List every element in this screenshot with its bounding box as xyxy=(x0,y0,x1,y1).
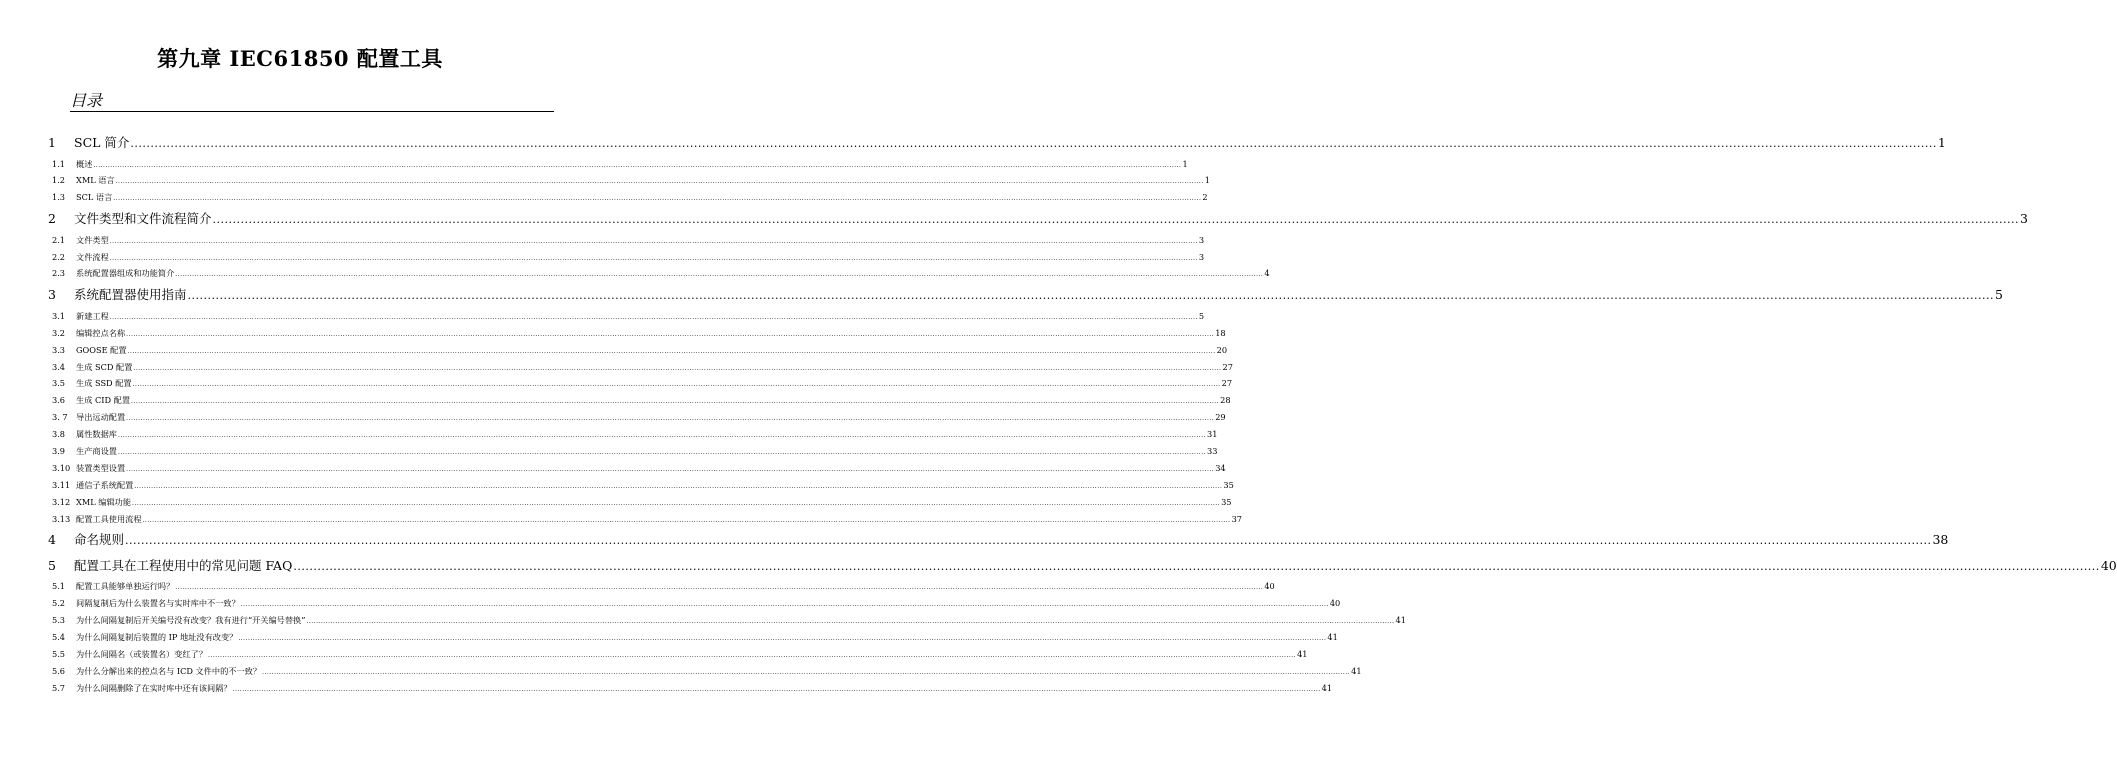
toc-section-entry[interactable] xyxy=(48,494,1232,511)
toc-entry-title: XML 语言 xyxy=(76,175,115,186)
toc-entry-title: 系统配置器使用指南 xyxy=(74,287,187,303)
toc-page-number: 1 xyxy=(1204,175,1210,186)
toc-entry-title: 生成 CID 配置 xyxy=(76,395,131,406)
toc-entry-title: 配置工具能够单独运行吗？ xyxy=(76,581,175,592)
toc-page-number: 38 xyxy=(1932,532,1949,548)
toc-page-number: 20 xyxy=(1216,344,1228,355)
table-of-contents xyxy=(48,130,2117,697)
toc-page-number: 40 xyxy=(1329,598,1341,609)
toc-dot-leader: .................................................................................................................................................................................................................................................................................................................................................................................................................................................................... xyxy=(132,381,1221,389)
toc-page-number: 31 xyxy=(1207,429,1218,440)
toc-section-entry[interactable] xyxy=(48,265,1270,282)
toc-section-entry[interactable] xyxy=(48,426,1218,443)
toc-entry-title: 为什么间隔复制后装置的 IP 地址没有改变？ xyxy=(76,632,238,643)
toc-entry-number: 1 xyxy=(48,135,56,150)
toc-entry-title: 概述 xyxy=(76,158,93,169)
toc-dot-leader: .................................................................................................................................................................................................................................................................................................................................................................................................................................................................... xyxy=(212,213,2019,227)
toc-section-entry[interactable] xyxy=(48,612,1406,629)
toc-dot-leader: .................................................................................................................................................................................................................................................................................................................................................................................................................................................................... xyxy=(117,448,1207,456)
toc-entry-number: 3.10 xyxy=(52,462,71,473)
toc-entry-number: 5.7 xyxy=(52,682,66,693)
toc-entry-number: 3.2 xyxy=(52,327,66,338)
toc-dot-leader: .................................................................................................................................................................................................................................................................................................................................................................................................................................................................... xyxy=(142,516,1231,524)
toc-dot-leader: .................................................................................................................................................................................................................................................................................................................................................................................................................................................................... xyxy=(208,651,1297,659)
toc-entry-number: 3.1 xyxy=(52,310,66,321)
toc-dot-leader: .................................................................................................................................................................................................................................................................................................................................................................................................................................................................... xyxy=(127,347,1216,355)
toc-section-entry[interactable] xyxy=(48,409,1226,426)
toc-entry-title: XML 编辑功能 xyxy=(76,496,132,507)
toc-entry-title: 通信子系统配置 xyxy=(76,479,134,490)
toc-page-number: 41 xyxy=(1327,632,1338,643)
toc-page-number: 40 xyxy=(2100,557,2117,573)
toc-dot-leader: .................................................................................................................................................................................................................................................................................................................................................................................................................................................................... xyxy=(232,685,1321,693)
toc-page-number: 1 xyxy=(1182,158,1188,169)
toc-section-entry[interactable] xyxy=(48,308,1205,325)
toc-entry-title: 为什么间隔名（或装置名）变红了？ xyxy=(76,648,208,659)
toc-section-entry[interactable] xyxy=(48,392,1231,409)
toc-dot-leader: .................................................................................................................................................................................................................................................................................................................................................................................................................................................................... xyxy=(293,559,2100,573)
toc-dot-leader: .................................................................................................................................................................................................................................................................................................................................................................................................................................................................... xyxy=(262,668,1351,676)
toc-entry-number: 2.3 xyxy=(52,268,66,279)
toc-entry-title: 导出远动配置 xyxy=(76,412,126,423)
toc-entry-title: 为什么间隔复制后开关编号没有改变？我有进行“开关编号替换” xyxy=(76,615,306,626)
toc-page-number: 41 xyxy=(1351,665,1362,676)
toc-entry-number: 3.9 xyxy=(52,445,66,456)
toc-chapter-entry[interactable] xyxy=(48,553,2117,579)
toc-entry-number: 5.6 xyxy=(52,665,66,676)
toc-page-number: 3 xyxy=(1198,234,1205,245)
toc-entry-title: 命名规则 xyxy=(74,532,125,548)
toc-entry-number: 4 xyxy=(48,532,56,548)
toc-entry-number: 3.5 xyxy=(52,378,66,389)
toc-dot-leader: .................................................................................................................................................................................................................................................................................................................................................................................................................................................................... xyxy=(109,313,1198,321)
toc-section-entry[interactable] xyxy=(48,595,1341,612)
toc-page-number: 41 xyxy=(1395,615,1406,626)
toc-chapter-entry[interactable] xyxy=(48,527,1949,553)
toc-section-entry[interactable] xyxy=(48,232,1205,249)
toc-dot-leader: .................................................................................................................................................................................................................................................................................................................................................................................................................................................................... xyxy=(240,601,1329,609)
toc-section-entry[interactable] xyxy=(48,460,1226,477)
toc-dot-leader: .................................................................................................................................................................................................................................................................................................................................................................................................................................................................... xyxy=(133,364,1222,372)
toc-section-entry[interactable] xyxy=(48,172,1210,189)
toc-chapter-entry[interactable] xyxy=(48,206,2028,232)
toc-section-entry[interactable] xyxy=(48,578,1275,595)
toc-entry-number: 1.1 xyxy=(52,158,66,169)
toc-heading: 目录 xyxy=(70,91,103,110)
toc-entry-number: 5 xyxy=(48,557,56,573)
toc-dot-leader: .................................................................................................................................................................................................................................................................................................................................................................................................................................................................... xyxy=(130,137,1937,150)
toc-page-number: 27 xyxy=(1221,378,1233,389)
toc-dot-leader: .................................................................................................................................................................................................................................................................................................................................................................................................................................................................... xyxy=(109,237,1198,245)
toc-dot-leader: .................................................................................................................................................................................................................................................................................................................................................................................................................................................................... xyxy=(126,330,1215,338)
toc-entry-number: 2.1 xyxy=(52,234,66,245)
toc-section-entry[interactable] xyxy=(48,663,1362,680)
toc-entry-title: 生成 SCD 配置 xyxy=(76,361,133,372)
toc-page-number: 34 xyxy=(1215,462,1226,473)
toc-dot-leader: .................................................................................................................................................................................................................................................................................................................................................................................................................................................................... xyxy=(134,482,1223,490)
toc-section-entry[interactable] xyxy=(48,629,1338,646)
toc-section-entry[interactable] xyxy=(48,375,1233,392)
toc-section-entry[interactable] xyxy=(48,325,1226,342)
toc-page-number: 3 xyxy=(2019,211,2028,227)
toc-dot-leader: .................................................................................................................................................................................................................................................................................................................................................................................................................................................................... xyxy=(126,465,1215,473)
toc-page-number: 1 xyxy=(1937,135,1946,150)
toc-page-number: 35 xyxy=(1223,479,1234,490)
toc-entry-title: 生成 SSD 配置 xyxy=(76,378,132,389)
toc-dot-leader: .................................................................................................................................................................................................................................................................................................................................................................................................................................................................... xyxy=(132,499,1221,507)
toc-entry-title: 配置工具使用流程 xyxy=(76,513,142,524)
toc-section-entry[interactable] xyxy=(48,156,1188,173)
toc-chapter-entry[interactable] xyxy=(48,130,1946,156)
toc-entry-title: 编辑控点名称 xyxy=(76,327,126,338)
toc-entry-title: SCL 语言 xyxy=(76,192,113,203)
toc-page-number: 4 xyxy=(1264,268,1270,279)
toc-dot-leader: .................................................................................................................................................................................................................................................................................................................................................................................................................................................................... xyxy=(113,195,1202,203)
toc-entry-number: 3.6 xyxy=(52,395,66,406)
toc-page-number: 3 xyxy=(1198,251,1205,262)
toc-page-number: 29 xyxy=(1215,412,1226,423)
toc-dot-leader: .................................................................................................................................................................................................................................................................................................................................................................................................................................................................... xyxy=(238,635,1327,643)
toc-entry-title: 为什么分解出来的控点名与 ICD 文件中的不一致？ xyxy=(76,665,262,676)
toc-section-entry[interactable] xyxy=(48,359,1233,376)
toc-entry-number: 1.2 xyxy=(52,175,66,186)
toc-entry-number: 3.12 xyxy=(52,496,71,507)
toc-section-entry[interactable] xyxy=(48,680,1333,697)
toc-entry-title: SCL 简介 xyxy=(74,135,130,150)
toc-dot-leader: .................................................................................................................................................................................................................................................................................................................................................................................................................................................................... xyxy=(125,534,1932,548)
toc-dot-leader: .................................................................................................................................................................................................................................................................................................................................................................................................................................................................... xyxy=(115,178,1204,186)
toc-entry-title: 文件流程 xyxy=(76,251,109,262)
toc-dot-leader: .................................................................................................................................................................................................................................................................................................................................................................................................................................................................... xyxy=(117,432,1207,440)
toc-entry-number: 3.4 xyxy=(52,361,66,372)
toc-entry-title: 文件类型 xyxy=(76,234,109,245)
toc-entry-number: 5.3 xyxy=(52,615,66,626)
toc-dot-leader: .................................................................................................................................................................................................................................................................................................................................................................................................................................................................... xyxy=(131,398,1220,406)
toc-chapter-entry[interactable] xyxy=(48,282,2003,308)
toc-entry-title: 为什么间隔删除了在实时库中还有该间隔？ xyxy=(76,682,232,693)
toc-dot-leader: .................................................................................................................................................................................................................................................................................................................................................................................................................................................................... xyxy=(306,618,1395,626)
toc-section-entry[interactable] xyxy=(48,342,1228,359)
toc-page-number: 5 xyxy=(1994,287,2003,303)
toc-entry-number: 2 xyxy=(48,211,56,227)
toc-dot-leader: .................................................................................................................................................................................................................................................................................................................................................................................................................................................................... xyxy=(175,271,1264,279)
toc-entry-number: 3.13 xyxy=(52,513,71,524)
toc-section-entry[interactable] xyxy=(48,511,1243,528)
chapter-title: 第九章 IEC61850 配置工具 xyxy=(157,46,443,71)
toc-section-entry[interactable] xyxy=(48,646,1308,663)
toc-entry-title: 装置类型设置 xyxy=(76,462,126,473)
toc-entry-title: GOOSE 配置 xyxy=(76,344,127,355)
toc-page-number: 33 xyxy=(1207,445,1218,456)
toc-entry-title: 文件类型和文件流程简介 xyxy=(74,211,212,227)
toc-page-number: 41 xyxy=(1297,648,1308,659)
toc-section-entry[interactable] xyxy=(48,477,1234,494)
toc-dot-leader: .................................................................................................................................................................................................................................................................................................................................................................................................................................................................... xyxy=(109,254,1198,262)
toc-entry-number: 3.11 xyxy=(52,479,71,490)
toc-page-number: 41 xyxy=(1321,682,1333,693)
toc-page-number: 28 xyxy=(1220,395,1231,406)
toc-entry-number: 3.3 xyxy=(52,344,66,355)
toc-entry-title: 新建工程 xyxy=(76,310,109,321)
toc-page-number: 37 xyxy=(1231,513,1243,524)
toc-entry-number: 5.1 xyxy=(52,581,66,592)
toc-page-number: 40 xyxy=(1264,581,1275,592)
toc-section-entry[interactable] xyxy=(48,189,1208,206)
toc-entry-number: 3.8 xyxy=(52,429,66,440)
toc-entry-title: 配置工具在工程使用中的常见问题 FAQ xyxy=(74,557,293,573)
toc-entry-number: 3. 7 xyxy=(52,412,68,423)
toc-entry-number: 2.2 xyxy=(52,251,66,262)
toc-page-number: 5 xyxy=(1198,310,1205,321)
toc-heading-underline xyxy=(70,111,554,112)
toc-page-number: 35 xyxy=(1221,496,1232,507)
toc-page-number: 18 xyxy=(1215,327,1226,338)
toc-entry-number: 5.4 xyxy=(52,632,66,643)
toc-section-entry[interactable] xyxy=(48,443,1218,460)
toc-page-number: 2 xyxy=(1202,192,1208,203)
toc-entry-number: 1.3 xyxy=(52,192,66,203)
toc-entry-title: 属性数据库 xyxy=(76,429,117,440)
toc-dot-leader: .................................................................................................................................................................................................................................................................................................................................................................................................................................................................... xyxy=(93,161,1182,169)
toc-entry-number: 5.2 xyxy=(52,598,66,609)
toc-dot-leader: .................................................................................................................................................................................................................................................................................................................................................................................................................................................................... xyxy=(126,415,1215,423)
toc-entry-number: 5.5 xyxy=(52,648,66,659)
toc-entry-title: 间隔复制后为什么装置名与实时库中不一致？ xyxy=(76,598,240,609)
toc-dot-leader: .................................................................................................................................................................................................................................................................................................................................................................................................................................................................... xyxy=(187,289,1994,303)
toc-entry-title: 生产商设置 xyxy=(76,445,117,456)
toc-page-number: 27 xyxy=(1222,361,1233,372)
toc-dot-leader: .................................................................................................................................................................................................................................................................................................................................................................................................................................................................... xyxy=(175,584,1264,592)
toc-section-entry[interactable] xyxy=(48,249,1205,266)
toc-entry-number: 3 xyxy=(48,287,56,303)
toc-entry-title: 系统配置器组成和功能简介 xyxy=(76,268,175,279)
